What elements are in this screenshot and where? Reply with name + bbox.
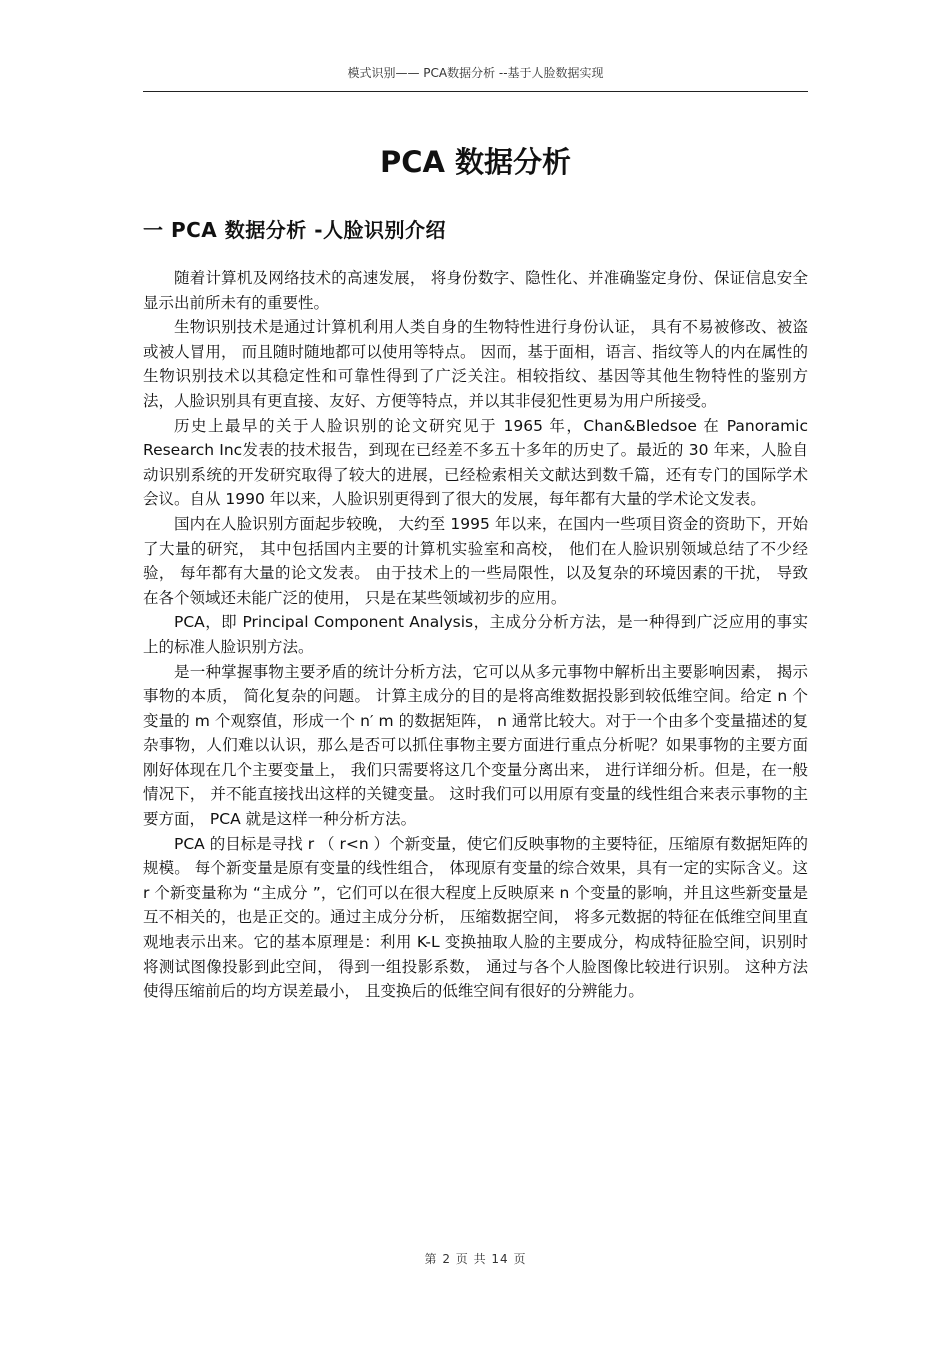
paragraph: 历史上最早的关于人脸识别的论文研究见于 1965 年，Chan&Bledsoe 在 Panoramic Research Inc发表的技术报告，到现在已经差不多五十多年的历史了。最近的 30 年来，人脸自动识别系统的开发研究取得了较大的进展，已经检索相关文献达到数千篇，还有专门的国际学术会议。自从 1990 年以来，人脸识别更得到了很大的发展，每年都有大量的学术论文发表。 xyxy=(143,416,808,509)
document-title: PCA 数据分析 xyxy=(379,145,572,179)
paragraph: 国内在人脸识别方面起步较晚， 大约至 1995 年以来，在国内一些项目资金的资助下，开始了大量的研究， 其中包括国内主要的计算机实验室和高校， 他们在人脸识别领域总结了不少经验， 每年都有大量的论文发表。 由于技术上的一些局限性，以及复杂的环境因素的干扰， 导致在各个领域还未能广泛的使用， 只是在某些领域初步的应用。 xyxy=(143,514,808,607)
paragraph: 是一种掌握事物主要矛盾的统计分析方法，它可以从多元事物中解析出主要影响因素， 揭示事物的本质， 简化复杂的问题。 计算主成分的目的是将高维数据投影到较低维空间。给定 n 个变量的 m 个观察值，形成一个 n′ m 的数据矩阵， n 通常比较大。对于一个由多个变量描述的复杂事物，人们难以认识，那么是否可以抓住事物主要方面进行重点分析呢？如果事物的主要方面刚好体现在几个主要变量上， 我们只需要将这几个变量分离出来， 进行详细分析。但是，在一般情况下， 并不能直接找出这样的关键变量。 这时我们可以用原有变量的线性组合来表示事物的主要方面， PCA 就是这样一种分析方法。 xyxy=(143,662,808,829)
section-heading: 一 PCA 数据分析 -人脸识别介绍 xyxy=(143,218,447,242)
page-number: 第 2 页 共 14 页 xyxy=(424,1252,527,1266)
paragraph: 生物识别技术是通过计算机利用人类自身的生物特性进行身份认证， 具有不易被修改、被盗或被人冒用， 而且随时随地都可以使用等特点。 因而，基于面相，语言、指纹等人的内在属性的生物识别技术以其稳定性和可靠性得到了广泛关注。相较指纹、基因等其他生物特性的鉴别方法，人脸识别具有更直接、友好、方便等特点，并以其非侵犯性更易为用户所接受。 xyxy=(143,318,808,410)
paragraph: PCA，即 Principal Component Analysis，主成分分析方法，是一种得到广泛应用的事实上的标准人脸识别方法。 xyxy=(143,613,808,656)
paragraph: PCA 的目标是寻找 r （ r<n ）个新变量，使它们反映事物的主要特征，压缩原有数据矩阵的规模。 每个新变量是原有变量的线性组合， 体现原有变量的综合效果，具有一定的实际含义。这 r 个新变量称为 “主成分 ”，它们可以在很大程度上反映原来 n 个变量的影响，并且这些新变量是互不相关的，也是正交的。通过主成分分析， 压缩数据空间， 将多元数据的特征在低维空间里直观地表示出来。它的基本原理是：利用 K-L 变换抽取人脸的主要成分，构成特征脸空间，识别时将测试图像投影到此空间， 得到一组投影系数， 通过与各个人脸图像比较进行识别。 这种方法使得压缩前后的均方误差最小， 且变换后的低维空间有很好的分辨能力。 xyxy=(143,834,808,1001)
paragraph: 随着计算机及网络技术的高速发展， 将身份数字、隐性化、并准确鉴定身份、保证信息安全显示出前所未有的重要性。 xyxy=(143,269,808,312)
header-divider xyxy=(143,91,808,92)
running-header: 模式识别—— PCA数据分析 --基于人脸数据实现 xyxy=(347,66,604,80)
body-text xyxy=(143,266,808,1004)
